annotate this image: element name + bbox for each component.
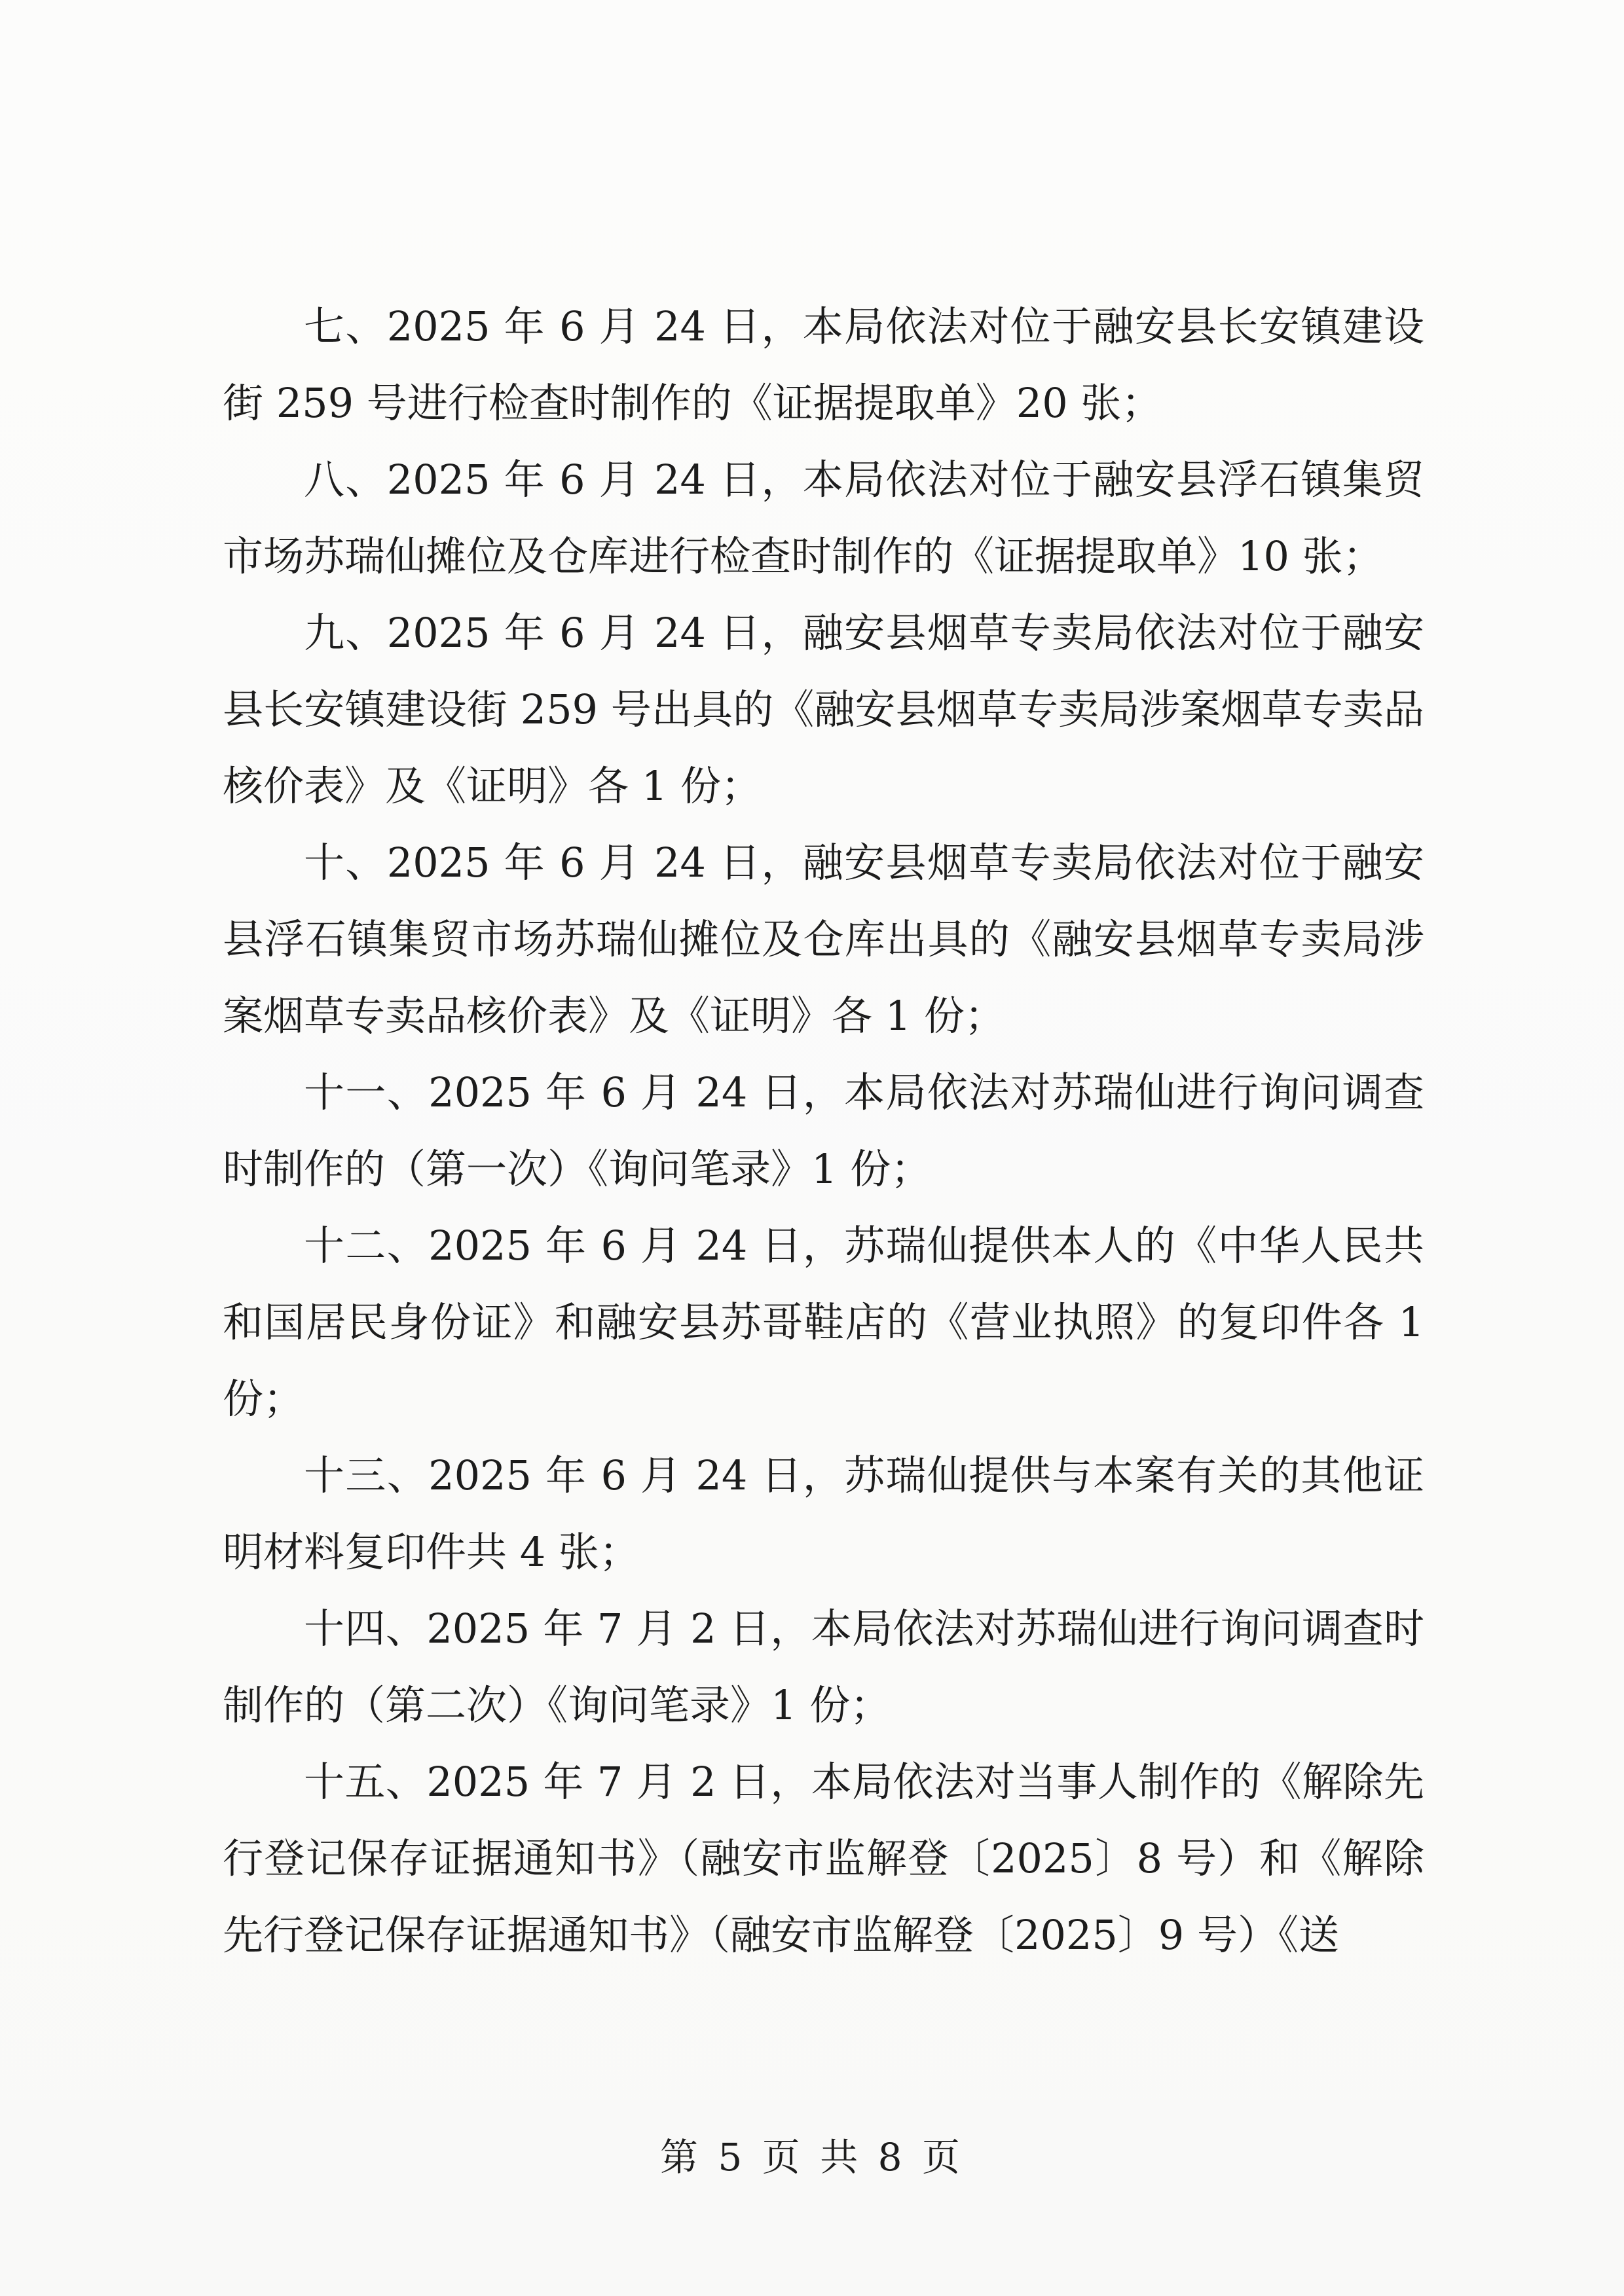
evidence-item-8: 八、2025 年 6 月 24 日，本局依法对位于融安县浮石镇集贸市场苏瑞仙摊位及仓库进行检查时制作的《证据提取单》10 张； — [223, 456, 1424, 580]
evidence-item-14: 十四、2025 年 7 月 2 日，本局依法对苏瑞仙进行询问调查时制作的（第二次）《询问笔录》1 份； — [223, 1605, 1424, 1729]
evidence-item-11: 十一、2025 年 6 月 24 日，本局依法对苏瑞仙进行询问调查时制作的（第一次）《询问笔录》1 份； — [223, 1068, 1424, 1193]
evidence-item-7: 七、2025 年 6 月 24 日，本局依法对位于融安县长安镇建设街 259 号进行检查时制作的《证据提取单》20 张； — [223, 302, 1424, 427]
evidence-item-13: 十三、2025 年 6 月 24 日，苏瑞仙提供与本案有关的其他证明材料复印件共 4 张； — [223, 1451, 1424, 1576]
evidence-item-10: 十、2025 年 6 月 24 日，融安县烟草专卖局依法对位于融安县浮石镇集贸市场苏瑞仙摊位及仓库出具的《融安县烟草专卖局涉案烟草专卖品核价表》及《证明》各 1 份； — [223, 839, 1424, 1040]
document-body — [223, 288, 1424, 1973]
evidence-item-15: 十五、2025 年 7 月 2 日，本局依法对当事人制作的《解除先行登记保存证据通知书》（融安市监解登〔2025〕8 号）和《解除先行登记保存证据通知书》（融安市监解登〔2025〕9 号）《送 — [223, 1758, 1424, 1959]
evidence-item-12: 十二、2025 年 6 月 24 日，苏瑞仙提供本人的《中华人民共和国居民身份证》和融安县苏哥鞋店的《营业执照》的复印件各 1 份； — [223, 1222, 1424, 1423]
evidence-item-9: 九、2025 年 6 月 24 日，融安县烟草专卖局依法对位于融安县长安镇建设街 259 号出具的《融安县烟草专卖局涉案烟草专卖品核价表》及《证明》各 1 份； — [223, 609, 1424, 810]
page-number-footer: 第 5 页 共 8 页 — [660, 2135, 964, 2179]
